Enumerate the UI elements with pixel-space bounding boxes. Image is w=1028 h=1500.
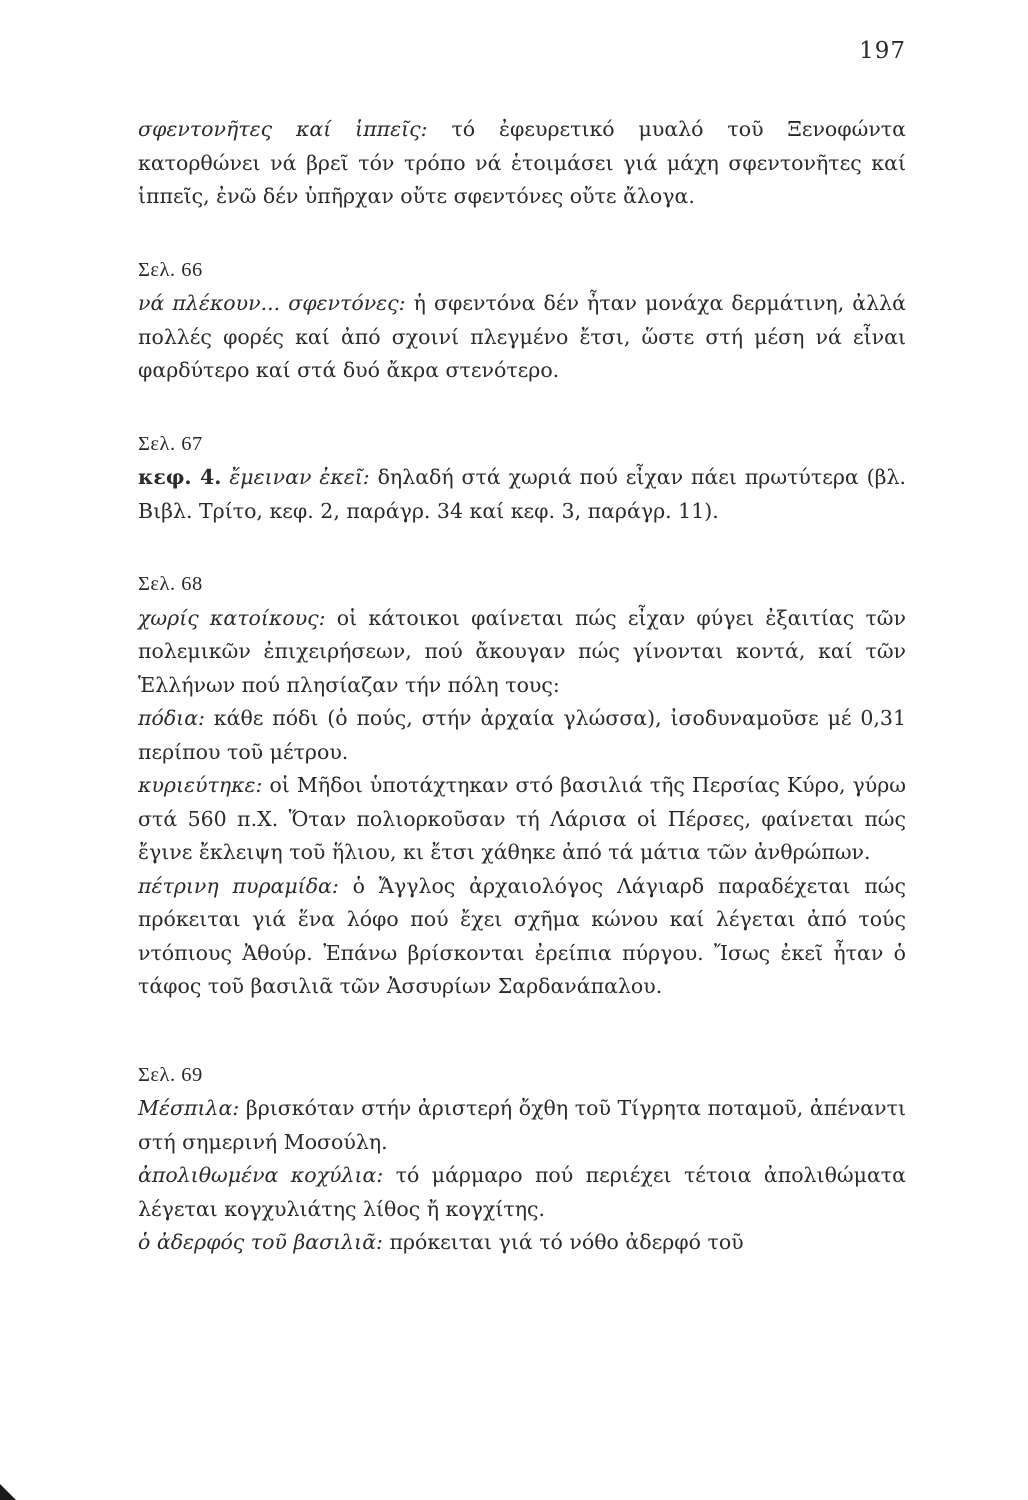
page-number: 197 (859, 38, 906, 64)
note-term: χωρίς κατοίκους: (138, 605, 326, 630)
note-term: κυριεύτηκε: (138, 773, 263, 797)
note-term: πέτρινη πυραμίδα: (138, 873, 339, 898)
note-paragraph (138, 461, 906, 528)
note-paragraph (138, 769, 906, 870)
section-heading: Σελ. 66 (138, 258, 203, 281)
note-text: ἡ σφεντόνα δέν ἦταν μονάχα δερμάτινη, ἀλλά πολλές φορές καί ἀπό σχοινί πλεγμένο ἔτσι, ὥστε στή μέση νά εἶναι φαρδύτερο καί στά δυό ἄκρα στενότερο. (138, 291, 906, 382)
note-term: πόδια: (138, 706, 205, 730)
note-term: ἀπολιθωμένα κοχύλια: (138, 1163, 384, 1187)
note-text: οἱ κάτοικοι φαίνεται πώς εἶχαν φύγει ἐξαιτίας τῶν πολεμικῶν ἐπιχειρήσεων, πού ἄκουγαν πώς γίνονται κοντά, καί τῶν Ἑλλήνων πού πλησίαζαν τήν πόλη τους: (138, 605, 906, 697)
note-text: κάθε πόδι (ὁ πούς, στήν ἀρχαία γλώσσα), ἰσοδυναμοῦσε μέ 0,31 περίπου τοῦ μέτρου. (138, 706, 906, 764)
note-paragraph (138, 870, 906, 1004)
note-term: σφεντονῆτες καί ἱππεῖς: (138, 117, 428, 141)
note-term: ὁ ἀδερφός τοῦ βασιλιᾶ: (138, 1230, 383, 1254)
note-paragraph (138, 1159, 906, 1226)
section-heading: Σελ. 69 (138, 1063, 203, 1086)
note-text: οἱ Μῆδοι ὑποτάχτηκαν στό βασιλιά τῆς Περσίας Κύρο, γύρω στά 560 π.Χ. Ὅταν πολιορκοῦσαν τή Λάρισα οἱ Πέρσες, φαίνεται πώς ἔγινε ἔκλειψη τοῦ ἥλιου, κι ἔτσι χάθηκε ἀπό τά μάτια τῶν ἀνθρώπων. (138, 773, 906, 864)
note-text: βρισκόταν στήν ἀριστερή ὄχθη τοῦ Τίγρητα ποταμοῦ, ἀπέναντι στή σημερινή Μοσούλη. (138, 1096, 906, 1154)
scan-corner-mark (0, 1484, 16, 1500)
note-term: Μέσπιλα: (138, 1096, 240, 1120)
note-text: δηλαδή στά χωριά πού εἶχαν πάει πρωτύτερα (βλ. Βιβλ. Τρίτο, κεφ. 2, παράγρ. 34 καί κεφ. 3, παράγρ. 11). (138, 465, 906, 523)
note-text: ὁ Ἄγγλος ἀρχαιολόγος Λάγιαρδ παραδέχεται πώς πρόκειται γιά ἕνα λόφο πού ἔχει σχῆμα κώνου καί λέγεται ἀπό τούς ντόπιους Ἀθούρ. Ἐπάνω βρίσκονται ἐρείπια πύργου. Ἴσως ἐκεῖ ἦταν ὁ τάφος τοῦ βασιλιᾶ τῶν Ἀσσυρίων Σαρδανάπαλου. (138, 873, 906, 998)
note-text: πρόκειται γιά τό νόθο ἀδερφό τοῦ (382, 1230, 744, 1254)
note-paragraph (138, 287, 906, 388)
note-paragraph (138, 1092, 906, 1159)
section-heading: Σελ. 67 (138, 432, 203, 455)
note-paragraph (138, 113, 906, 214)
page-body (138, 30, 906, 1260)
note-term: ἔμειναν ἐκεῖ: (221, 465, 370, 489)
note-text: τό ἐφευρετικό μυαλό τοῦ Ξενοφώντα κατορθώνει νά βρεῖ τόν τρόπο νά ἑτοιμάσει γιά μάχη σφεντονῆτες καί ἱππεῖς, ἐνῶ δέν ὑπῆρχαν οὔτε σφεντόνες οὔτε ἄλογα. (138, 117, 906, 208)
note-text: τό μάρμαρο πού περιέχει τέτοια ἀπολιθώματα λέγεται κογχυλιάτης λίθος ἤ κογχίτης. (138, 1163, 906, 1221)
chapter-label: κεφ. 4. (138, 465, 222, 489)
section-heading: Σελ. 68 (138, 573, 203, 595)
note-paragraph (138, 702, 906, 769)
note-term: νά πλέκουν... σφεντόνες: (138, 291, 406, 315)
note-paragraph (138, 1226, 906, 1260)
note-paragraph (138, 602, 906, 703)
